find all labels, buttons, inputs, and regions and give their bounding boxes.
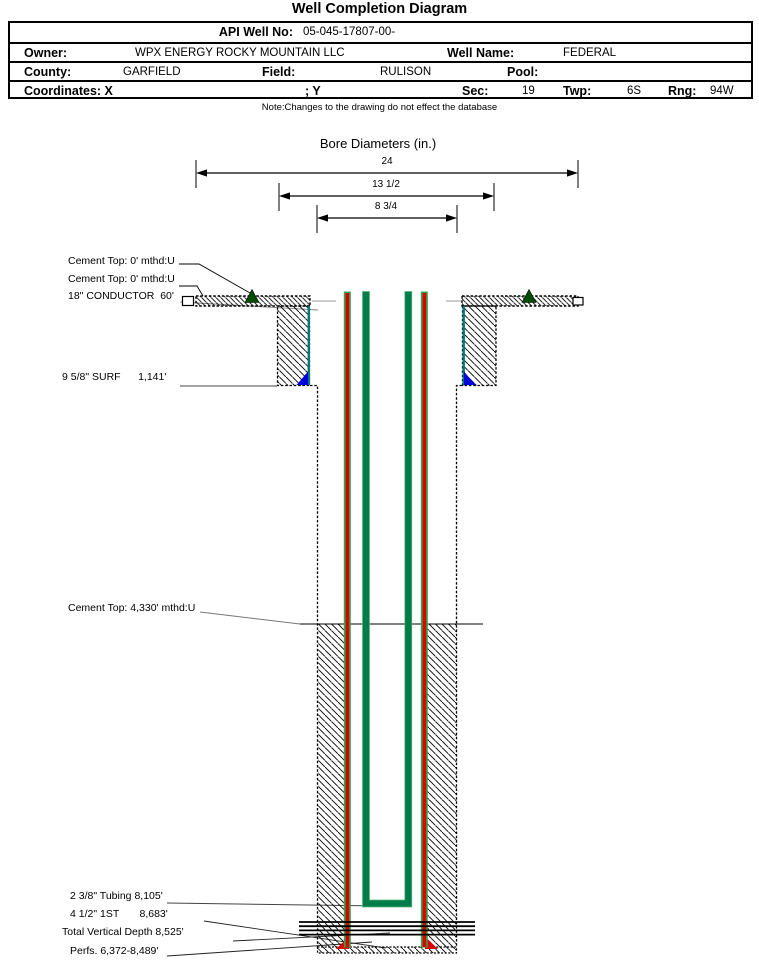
bore-diameter-8-3-4: 8 3/4: [374, 201, 398, 212]
label-cement-top-4330: Cement Top: 4,330' mthd:U: [68, 602, 196, 614]
production-cement-right: [428, 625, 457, 948]
twp-value: 6S: [627, 85, 642, 97]
label-tubing: 2 3/8" Tubing 8,105': [70, 890, 163, 902]
label-production-casing: 4 1/2" 1ST 8,683': [70, 908, 168, 920]
county-label: County:: [24, 65, 72, 79]
conductor-end-cap-right: [573, 298, 583, 306]
page-title: Well Completion Diagram: [291, 1, 468, 17]
conductor-end-cap-left: [183, 297, 194, 306]
bore-diameter-24: 24: [381, 156, 393, 167]
field-label: Field:: [262, 65, 296, 79]
production-casing: [344, 292, 428, 948]
conductor-bar-right: [462, 296, 578, 306]
borehole-wall-left: [310, 386, 318, 948]
coordinates-y-label: ; Y: [305, 84, 321, 98]
borehole-wall-right: [457, 386, 463, 948]
label-conductor: 18" CONDUCTOR 60': [68, 290, 174, 302]
leader-cement-top-4330: [200, 612, 300, 624]
production-cement-left: [318, 625, 345, 948]
rng-value: 94W: [710, 85, 734, 97]
leader-cement-top-0-b: [179, 286, 203, 296]
api-label: API Well No:: [218, 25, 293, 39]
surface-cement-right: [463, 306, 497, 386]
coordinates-label: Coordinates: X: [24, 84, 113, 98]
label-cement-top-0-b: Cement Top: 0' mthd:U: [68, 273, 175, 285]
owner-label: Owner:: [24, 46, 68, 60]
field-value: RULISON: [380, 66, 432, 78]
label-surface-casing: 9 5/8" SURF 1,141': [62, 371, 167, 383]
bore-diameter-13-1-2: 13 1/2: [372, 179, 400, 190]
sec-label: Sec:: [462, 84, 489, 98]
bore-diameters-title: Bore Diameters (in.): [319, 136, 437, 151]
well-name-label: Well Name:: [447, 46, 515, 60]
database-note: Note:Changes to the drawing do not effect the database: [261, 102, 498, 113]
pool-label: Pool:: [507, 65, 539, 79]
label-perfs: Perfs. 6,372-8,489': [70, 945, 159, 957]
rng-label: Rng:: [668, 84, 697, 98]
bore-dimension-arrows: [204, 173, 570, 218]
production-casing-left: [346, 293, 350, 947]
surface-cement-left: [278, 306, 310, 386]
well-name-value: FEDERAL: [563, 47, 617, 59]
tubing: [363, 292, 412, 908]
label-total-vertical-depth: Total Vertical Depth 8,525': [62, 926, 184, 938]
county-value: GARFIELD: [123, 66, 181, 78]
api-value: 05-045-17807-00-: [303, 26, 396, 38]
surface-casing-cement: [278, 306, 497, 386]
leader-cement-top-0-a: [179, 264, 250, 293]
label-cement-top-0-a: Cement Top: 0' mthd:U: [68, 255, 175, 267]
sec-value: 19: [522, 85, 535, 97]
twp-label: Twp:: [563, 84, 592, 98]
production-casing-right: [423, 293, 427, 947]
owner-value: WPX ENERGY ROCKY MOUNTAIN LLC: [135, 47, 345, 59]
